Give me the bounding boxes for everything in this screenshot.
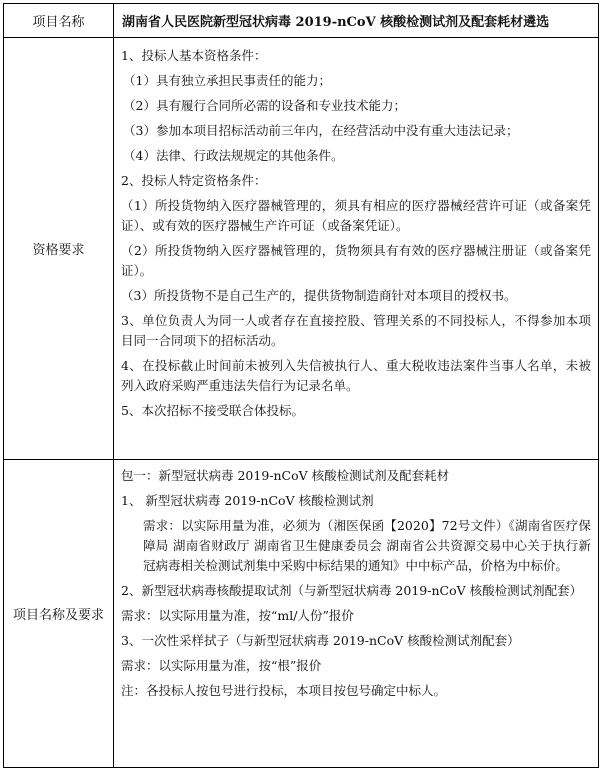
qual-item-4: 4、在投标截止时间前未被列入失信被执行人、重大税收违法案件当事人名单，未被列入政府采购严重违法失信行为记录名单。 bbox=[121, 358, 591, 393]
qualification-row bbox=[4, 38, 599, 460]
package-title: 包一：新型冠状病毒 2019-nCoV 核酸检测试剂及配套耗材 bbox=[121, 468, 450, 483]
header-label: 项目名称 bbox=[4, 4, 114, 38]
qual-item-2: 2、投标人特定资格条件： bbox=[121, 173, 267, 188]
qual-item-5: 5、本次招标不接受联合体投标。 bbox=[121, 403, 304, 418]
item-3-title: 3、一次性采样拭子（与新型冠状病毒 2019-nCoV 核酸检测试剂配套） bbox=[121, 633, 520, 648]
qual-item-1-2: （2）具有履行合同所必需的设备和专业技术能力； bbox=[123, 98, 406, 113]
qual-item-1-1: （1）具有独立承担民事责任的能力； bbox=[123, 73, 331, 88]
qual-item-3: 3、单位负责人为同一人或者存在直接控股、管理关系的不同投标人，不得参加本项目同一合同项下的招标活动。 bbox=[121, 313, 591, 348]
header-row bbox=[4, 4, 599, 38]
qualification-content bbox=[114, 38, 599, 460]
project-title: 湖南省人民医院新型冠状病毒 2019-nCoV 核酸检测试剂及配套耗材遴选 bbox=[114, 4, 599, 38]
qual-item-2-3: （3）所投货物不是自己生产的，提供货物制造商针对本项目的授权书。 bbox=[121, 288, 517, 303]
item-3-demand: 需求：以实际用量为准，按“根”报价 bbox=[121, 658, 322, 673]
qualification-label: 资格要求 bbox=[4, 38, 114, 460]
project-label: 项目名称及要求 bbox=[4, 460, 114, 768]
item-2-demand: 需求：以实际用量为准，按“ml/人份”报价 bbox=[121, 608, 354, 623]
item-1-title: 1、 新型冠状病毒 2019-nCoV 核酸检测试剂 bbox=[121, 493, 374, 508]
item-2-title: 2、新型冠状病毒核酸提取试剂（与新型冠状病毒 2019-nCoV 核酸检测试剂配套） bbox=[121, 583, 583, 598]
project-content bbox=[114, 460, 599, 768]
qual-item-1-4: （4）法律、行政法规规定的其他条件。 bbox=[123, 148, 344, 163]
qual-item-2-1: （1）所投货物纳入医疗器械管理的，须具有相应的医疗器械经营许可证（或备案凭证）、或有效的医疗器械生产许可证（或备案凭证）。 bbox=[121, 198, 591, 233]
qual-item-1-3: （3）参加本项目招标活动前三年内，在经营活动中没有重大违法记录； bbox=[123, 123, 519, 138]
qual-item-1: 1、投标人基本资格条件： bbox=[121, 48, 267, 63]
qual-item-2-2: （2）所投货物纳入医疗器械管理的，货物须具有有效的医疗器械注册证（或备案凭证）。 bbox=[121, 243, 591, 278]
note: 注：各投标人按包号进行投标，本项目按包号确定中标人。 bbox=[121, 683, 447, 698]
project-row bbox=[4, 460, 599, 768]
item-1-demand: 需求：以实际用量为准，必须为（湘医保函【2020】72号文件）《湖南省医疗保障局 湖南省财政厅 湖南省卫生健康委员会 湖南省公共资源交易中心关于执行新冠病毒相关检测试剂集中采购中标结果的通知》中中标产品，价格为中标价。 bbox=[143, 518, 591, 573]
requirements-table bbox=[3, 3, 599, 768]
